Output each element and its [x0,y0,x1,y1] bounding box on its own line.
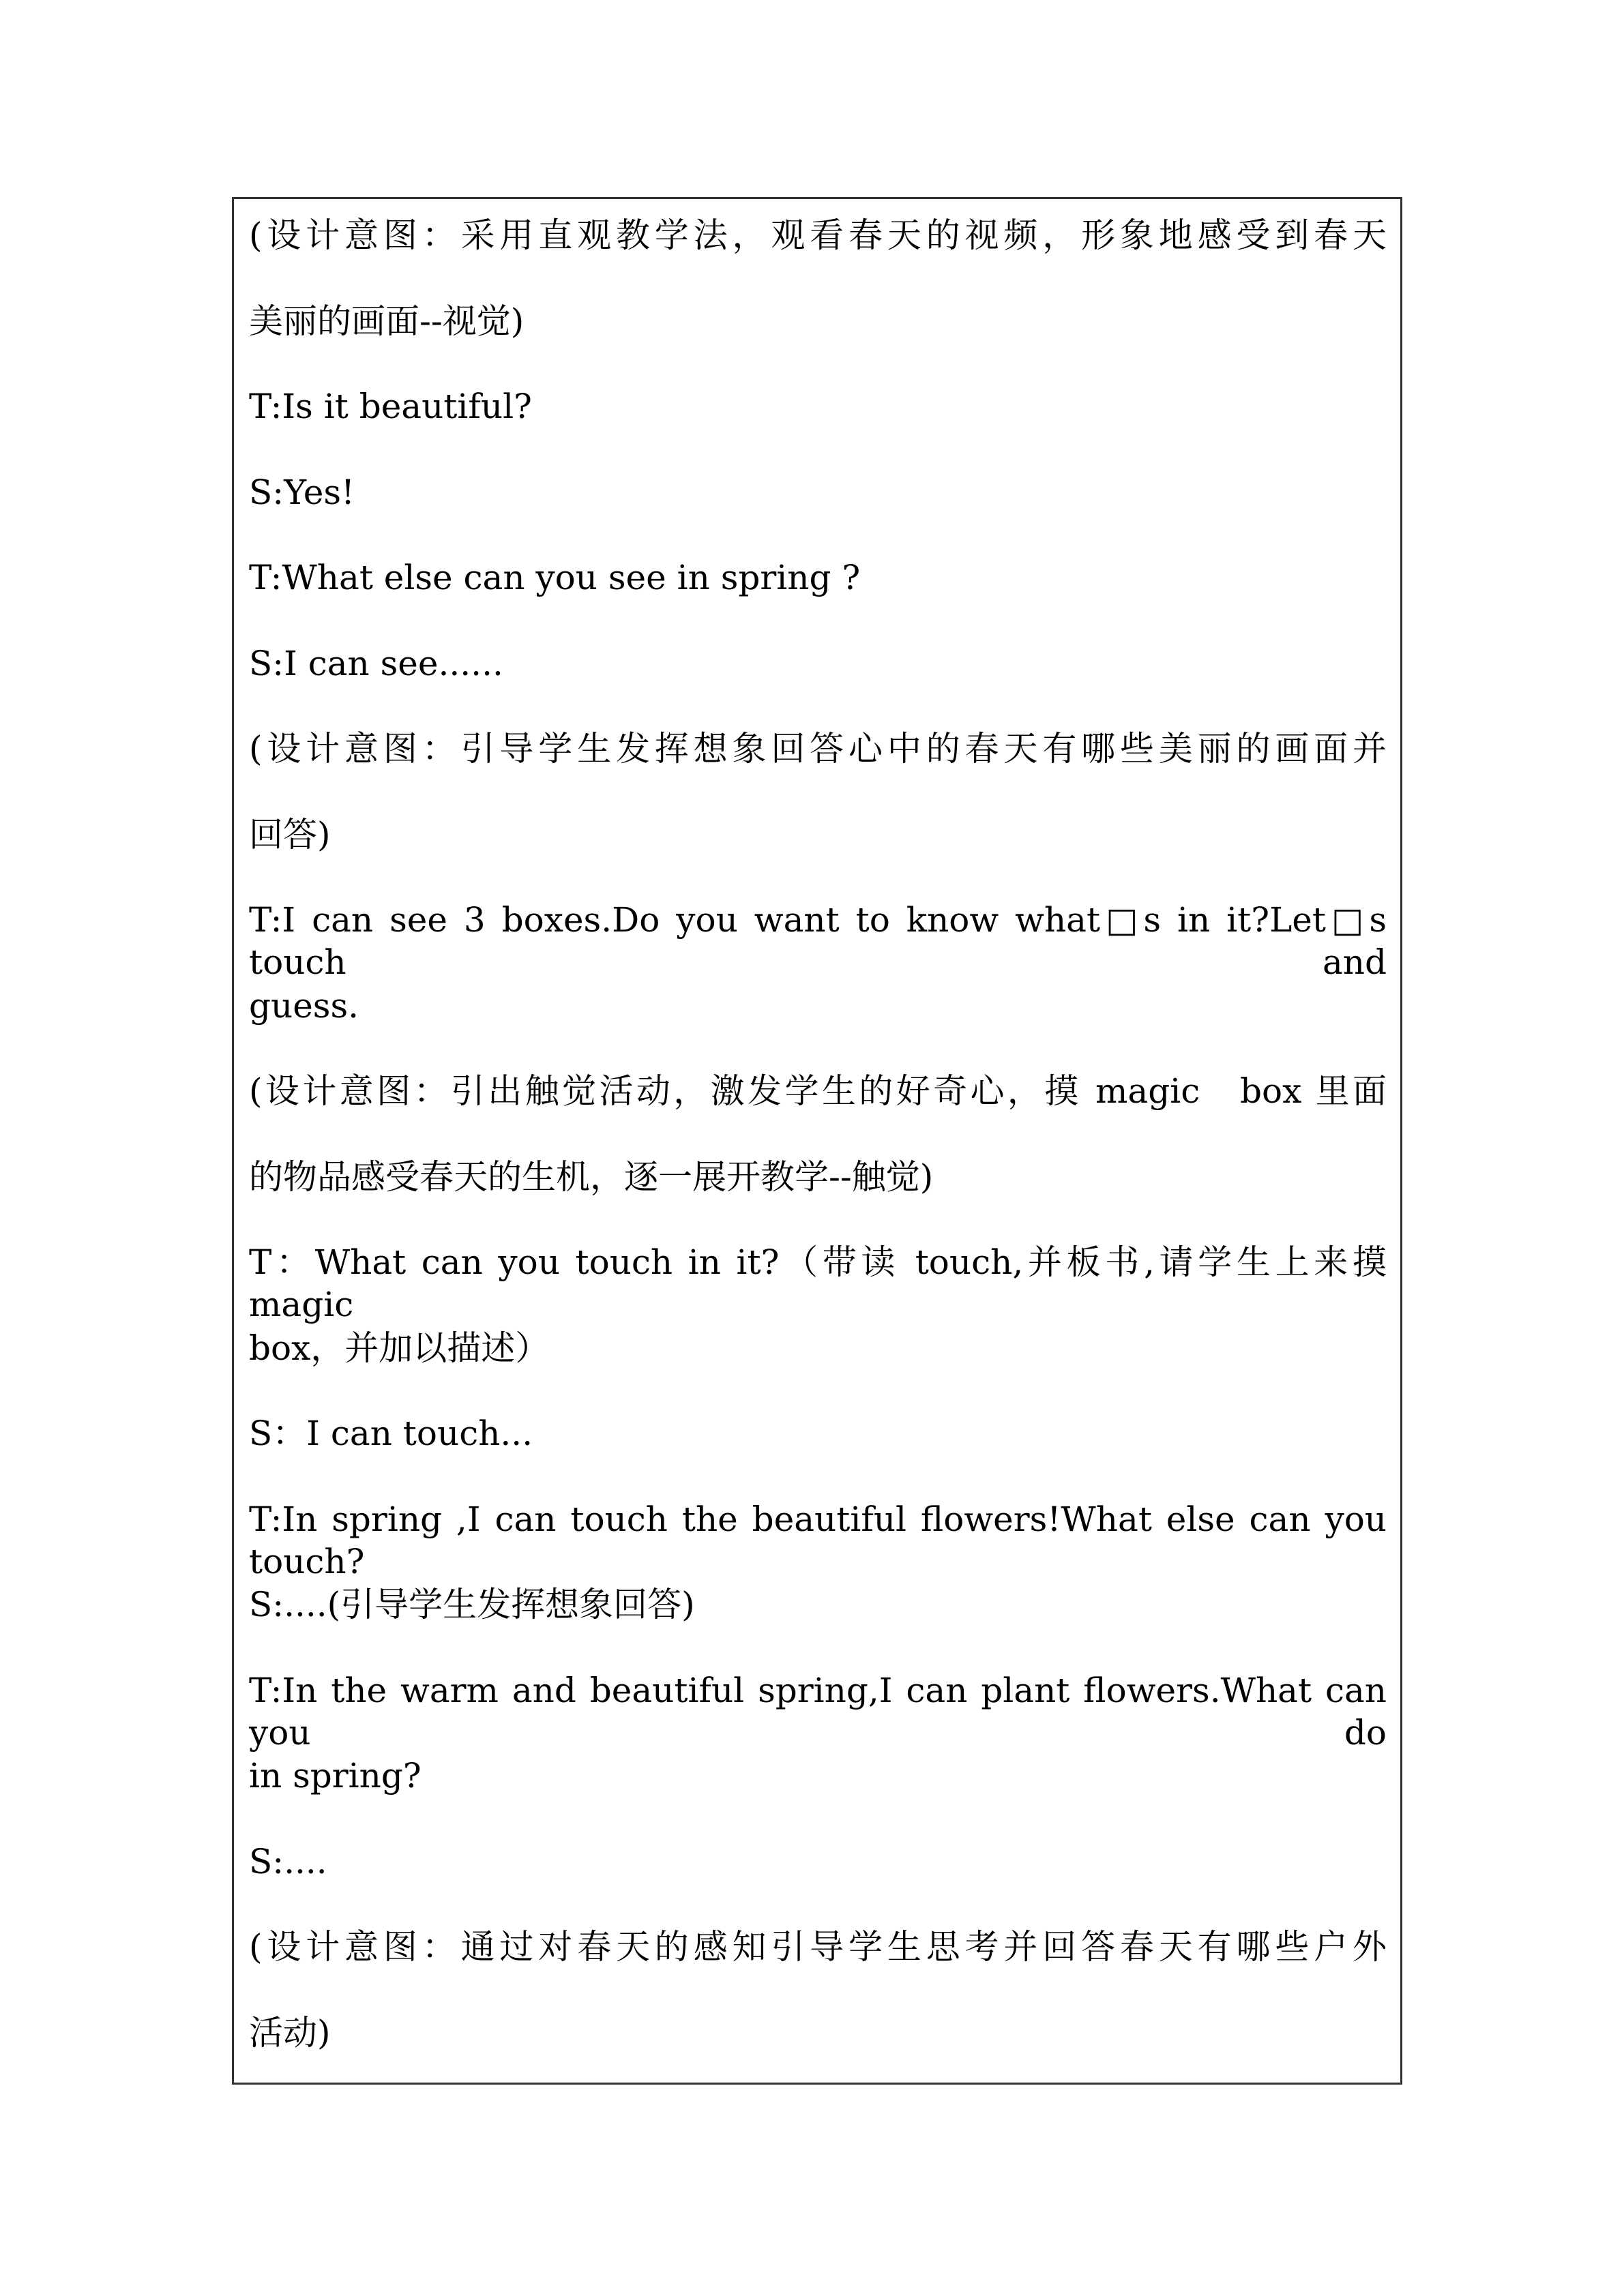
design-intent-line: (设计意图：采用直观教学法，观看春天的视频，形象地感受到春天 [249,215,1387,255]
student-line: S:I can see...... [249,644,503,683]
teacher-line: box，并加以描述） [249,1328,550,1368]
teacher-line: T:I can see 3 boxes.Do you want to know what□s in it?Let□s touch and [249,900,1387,982]
student-line: S:Yes! [249,473,355,512]
lesson-plan-table-cell [232,197,1402,2085]
teacher-line: T:What else can you see in spring ? [249,558,861,597]
design-intent-line: (设计意图：引出触觉活动，激发学生的好奇心，摸 magic box 里面 [249,1071,1387,1111]
teacher-line: T:In spring ,I can touch the beautiful flowers!What else can you touch? [249,1500,1387,1581]
teacher-line: in spring? [249,1756,422,1795]
teacher-line: guess. [249,986,359,1026]
design-intent-line: 的物品感受春天的生机，逐一展开教学--触觉) [249,1157,934,1197]
teacher-line: T：What can you touch in it?（带读 touch,并板书,请学生上来摸 magic [249,1242,1387,1324]
design-intent-line: 美丽的画面--视觉) [249,301,525,341]
design-intent-line: (设计意图：引导学生发挥想象回答心中的春天有哪些美丽的画面并 [249,729,1387,769]
teacher-line: T:Is it beautiful? [249,387,532,426]
teacher-line: T:In the warm and beautiful spring,I can plant flowers.What can you do [249,1671,1387,1753]
design-intent-line: (设计意图：通过对春天的感知引导学生思考并回答春天有哪些户外 [249,1927,1387,1967]
design-intent-line: 活动) [249,2013,331,2053]
student-line: S:.... [249,1842,327,1881]
student-line: S:....(引导学生发挥想象回答) [249,1585,695,1624]
design-intent-line: 回答) [249,815,331,854]
student-line: S：I can touch... [249,1414,533,1453]
